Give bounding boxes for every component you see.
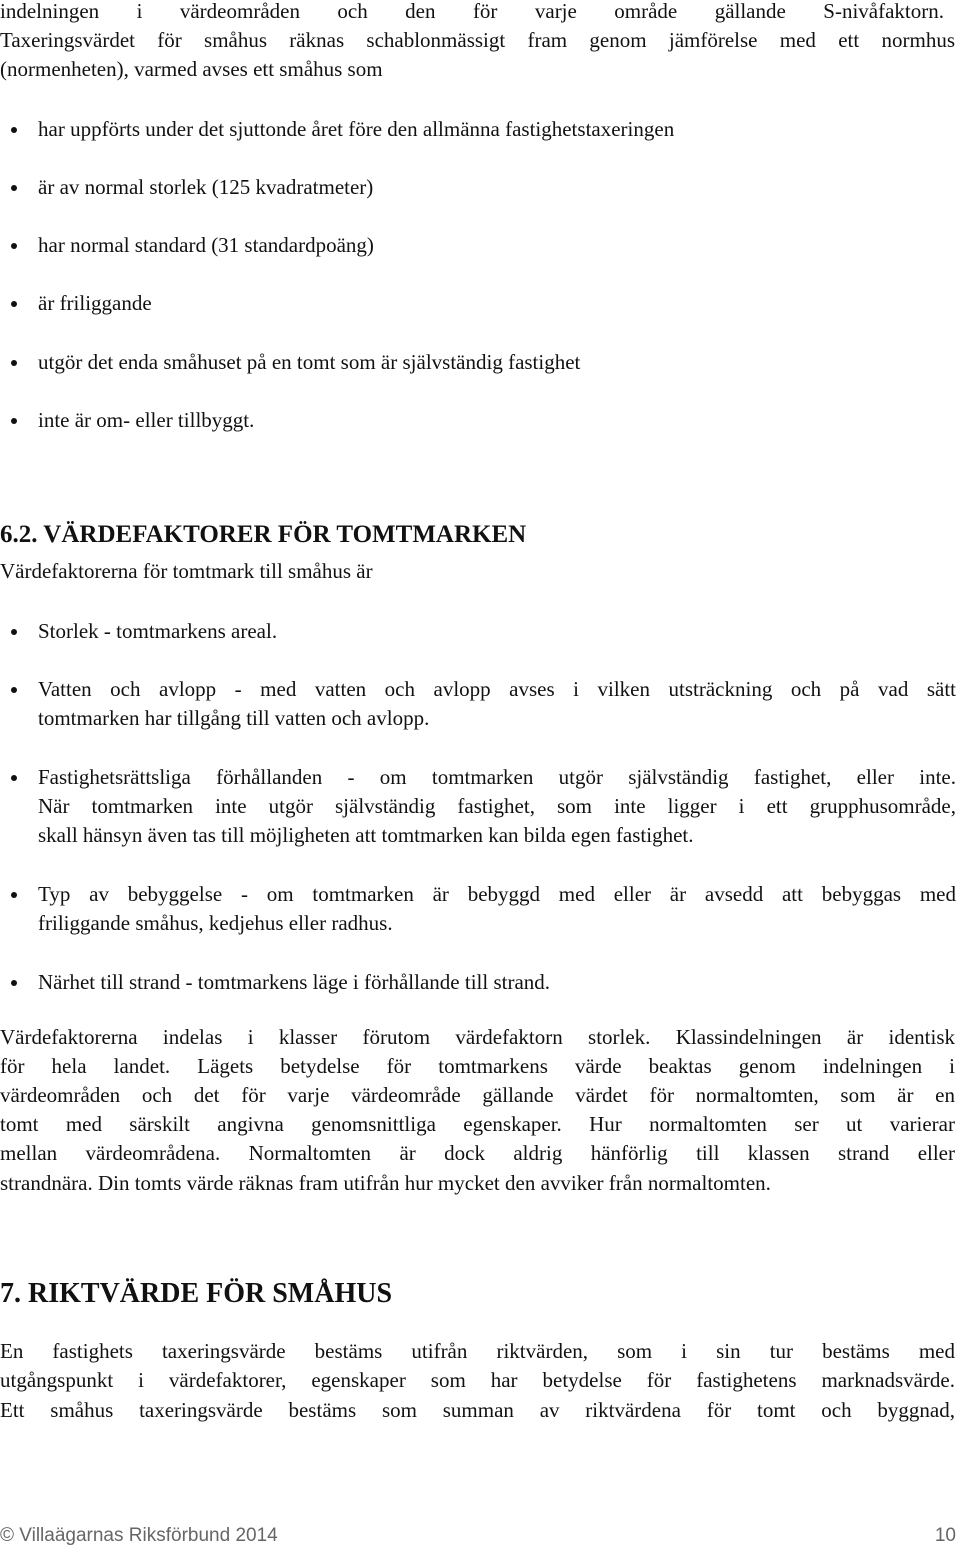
list-item-continuation: friliggande småhus, kedjehus eller radhus. [38, 911, 393, 935]
list-item: har normal standard (31 standardpoäng) [38, 233, 374, 257]
body-paragraph-line: En fastighets taxeringsvärde bestäms utifrån riktvärden, som i sin tur bestäms med [0, 1339, 955, 1363]
body-paragraph-line: Värdefaktorerna indelas i klasser förutom värdefaktorn storlek. Klassindelningen är identisk [0, 1025, 955, 1049]
body-paragraph-line: tomt med särskilt angivna genomsnittliga egenskaper. Hur normaltomten ser ut varierar [0, 1112, 955, 1136]
list-item: är friliggande [38, 291, 152, 315]
body-paragraph-line: för hela landet. Lägets betydelse för tomtmarkens värde beaktas genom indelningen i [0, 1054, 955, 1078]
list-item: Typ av bebyggelse - om tomtmarken är bebyggd med eller är avsedd att bebyggas med [38, 882, 956, 906]
list-item: Närhet till strand - tomtmarkens läge i förhållande till strand. [38, 970, 551, 994]
list-item-continuation: tomtmarken har tillgång till vatten och avlopp. [38, 706, 430, 730]
bullet-icon [11, 185, 17, 191]
list-item: Storlek - tomtmarkens areal. [38, 619, 278, 643]
section-heading: 7. RIKTVÄRDE FÖR SMÅHUS [0, 1278, 393, 1309]
bullet-icon [11, 687, 17, 693]
body-paragraph-line: Ett småhus taxeringsvärde bestäms som summan av riktvärdena för tomt och byggnad, [0, 1398, 955, 1422]
bullet-icon [11, 892, 17, 898]
bullet-icon [11, 980, 17, 986]
bullet-icon [11, 775, 17, 781]
bullet-icon [11, 301, 17, 307]
section-lead: Värdefaktorerna för tomtmark till småhus är [0, 559, 373, 583]
intro-line: indelningen i värdeområden och den för varje område gällande S-nivåfaktorn. [0, 0, 944, 23]
list-item-continuation: skall hänsyn även tas till möjligheten att tomtmarken kan bilda egen fastighet. [38, 823, 694, 847]
bullet-icon [11, 629, 17, 635]
intro-line: Taxeringsvärdet för småhus räknas schablonmässigt fram genom jämförelse med ett normhus [0, 28, 955, 52]
bullet-icon [11, 418, 17, 424]
bullet-icon [11, 243, 17, 249]
list-item: inte är om- eller tillbyggt. [38, 408, 255, 432]
body-paragraph-line: värdeområden och det för varje värdeområde gällande värdet för normaltomten, som är en [0, 1083, 955, 1107]
body-paragraph-line: utgångspunkt i värdefaktorer, egenskaper som har betydelse för fastighetens marknadsvärde. [0, 1368, 955, 1392]
list-item: Fastighetsrättsliga förhållanden - om tomtmarken utgör självständig fastighet, eller inte. [38, 765, 956, 789]
list-item: Vatten och avlopp - med vatten och avlopp avses i vilken utsträckning och på vad sätt [38, 677, 956, 701]
bullet-icon [11, 360, 17, 366]
list-item: har uppförts under det sjuttonde året före den allmänna fastighetstaxeringen [38, 117, 675, 141]
section-heading: 6.2. VÄRDEFAKTORER FÖR TOMTMARKEN [0, 521, 527, 548]
body-paragraph-line: strandnära. Din tomts värde räknas fram utifrån hur mycket den avviker från normaltomten. [0, 1171, 771, 1195]
list-item-continuation: När tomtmarken inte utgör självständig fastighet, som inte ligger i ett grupphusområde, [38, 794, 956, 818]
page-number: 10 [934, 1525, 956, 1546]
intro-line: (normenheten), varmed avses ett småhus som [0, 57, 383, 81]
footer-copyright: © Villaägarnas Riksförbund 2014 [0, 1525, 278, 1546]
list-item: är av normal storlek (125 kvadratmeter) [38, 175, 374, 199]
bullet-icon [11, 127, 17, 133]
list-item: utgör det enda småhuset på en tomt som är självständig fastighet [38, 350, 581, 374]
body-paragraph-line: mellan värdeområdena. Normaltomten är dock aldrig hänförlig till klassen strand eller [0, 1141, 955, 1165]
